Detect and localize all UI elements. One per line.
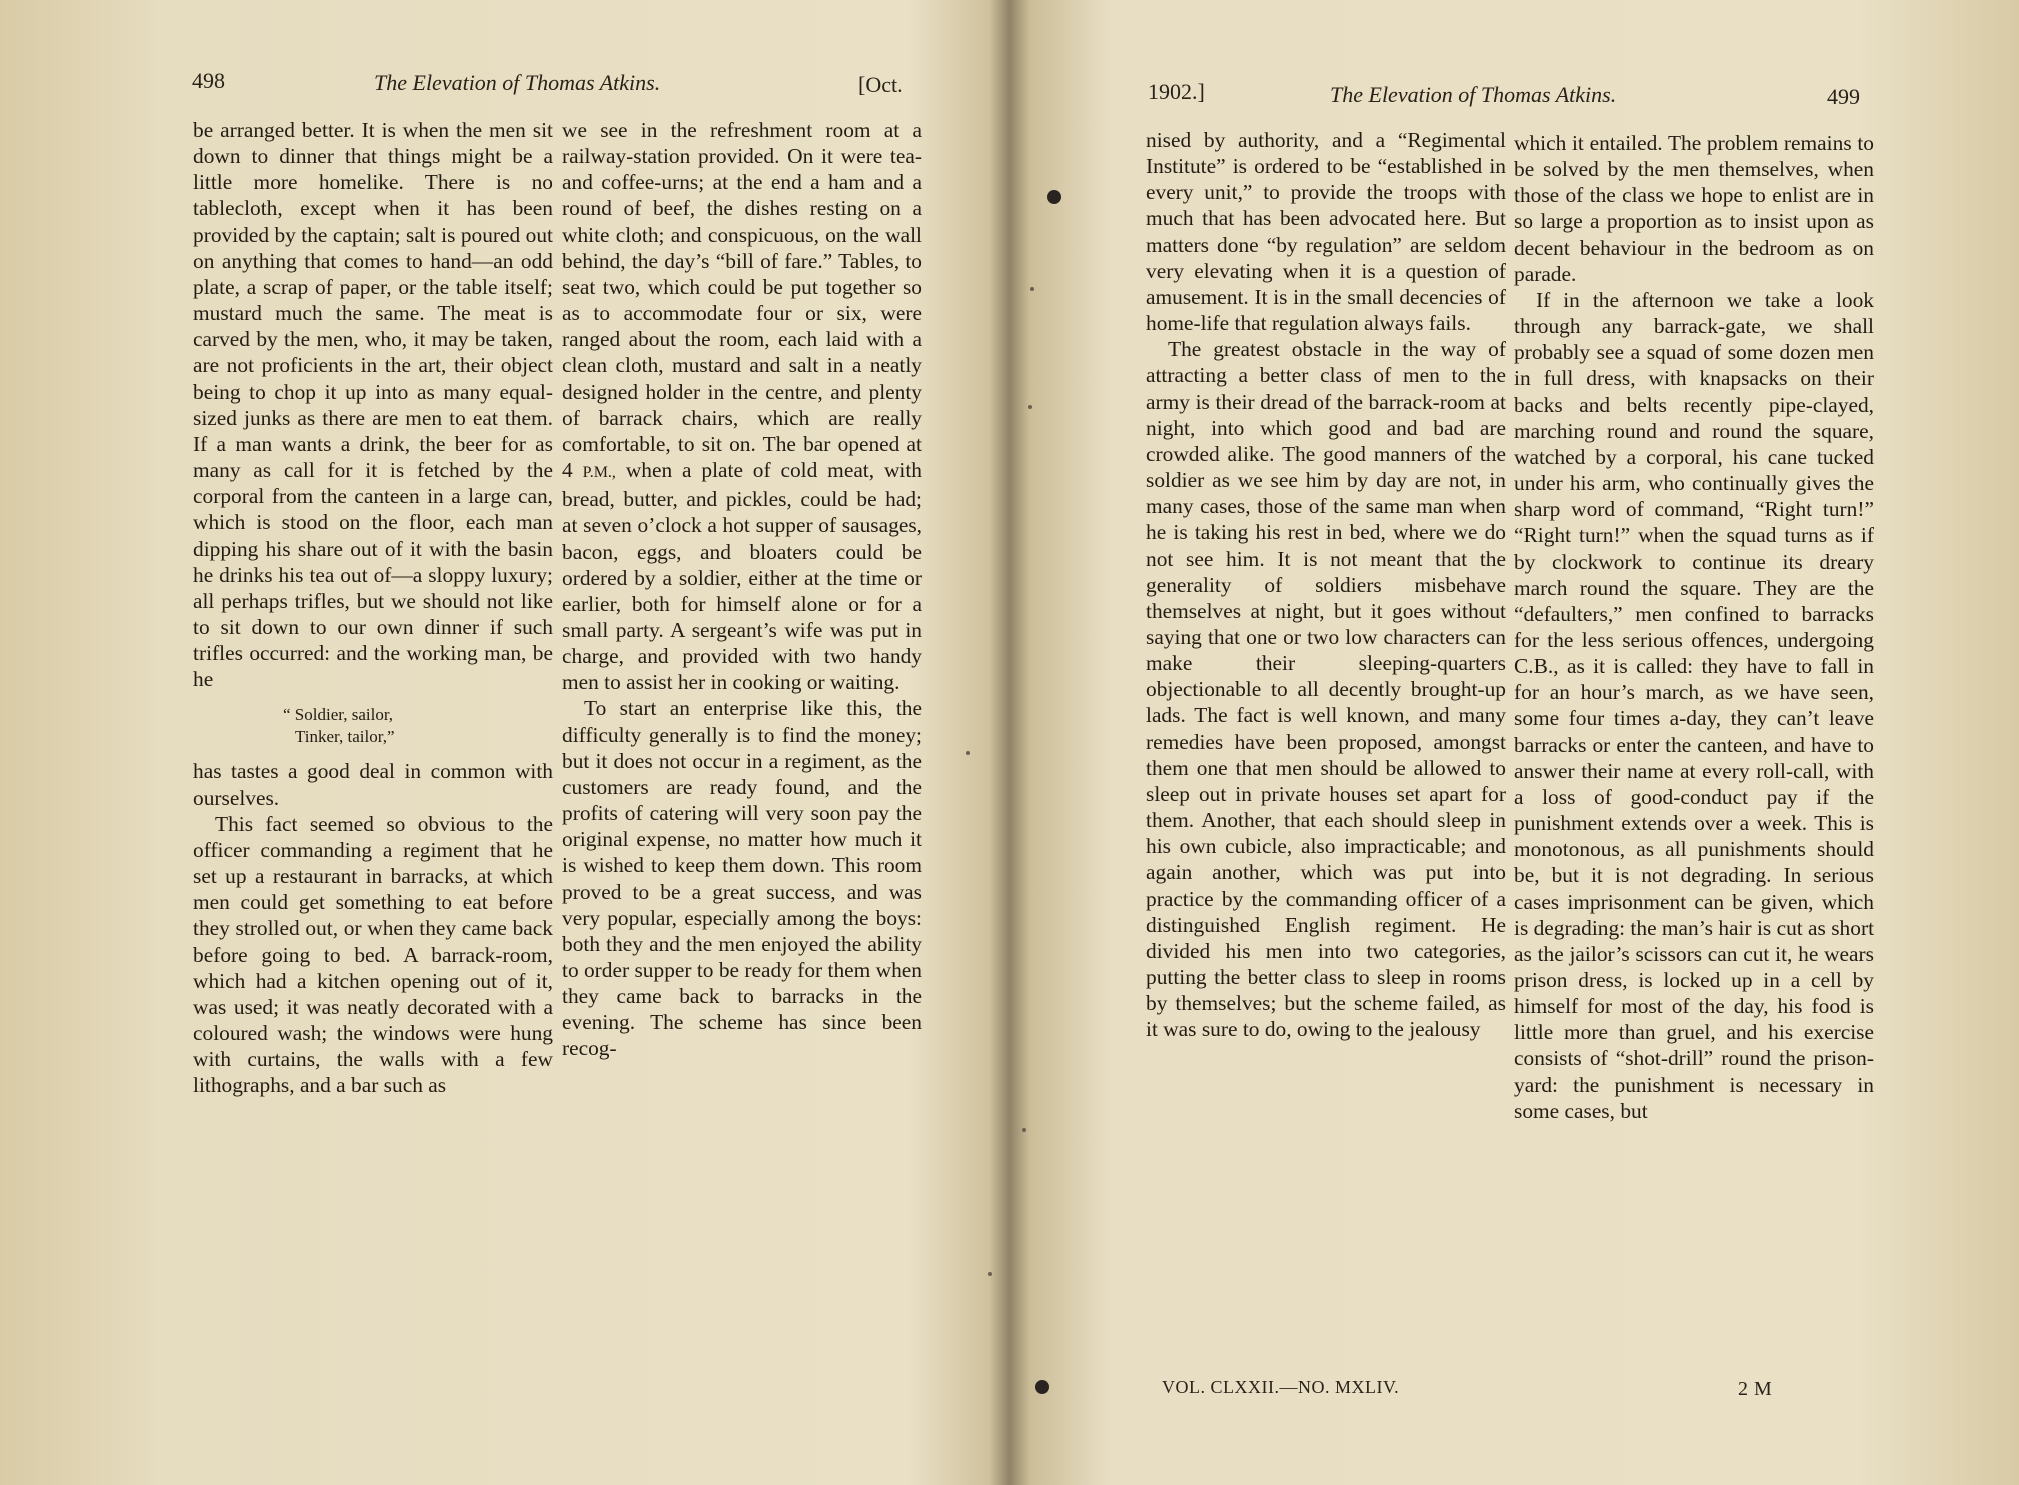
date-mark: [Oct.	[858, 72, 903, 97]
running-title: The Elevation of Thomas Atkins.	[1330, 82, 1617, 107]
verse-line: Tinker, tailor,”	[295, 727, 395, 747]
paragraph: The greatest obstacle in the way of attracting a better class of men to the army is their dread of the barrack-room at night, into which good and bad are crowded alike. The good manners of the soldier as we see him by day are not, in many cases, those of the same man when he is taking his rest in bed, where we do not see him. It is not meant that the generality of soldiers misbehave themselves at night, but it goes without saying that one or two low characters can make their sleeping-quarters objectionable to all decently brought-up lads. The fact is well known, and many remedies have been proposed, amongst them one that men should be allowed to sleep out in private houses set apart for them. Another, that each should sleep in his own cubicle, also impracticable; and again another, which was put into practice by the commanding officer of a distinguished English regiment. He divided his men into two categories, putting the better class to sleep in rooms by themselves; but the scheme failed, as it was sure to do, owing to the jealousy	[1146, 337, 1506, 1042]
signature-mark: 2 M	[1738, 1378, 1773, 1400]
paragraph: has tastes a good deal in common with ourselves.	[193, 759, 553, 810]
paragraph: be arranged better. It is when the men sit down to dinner that things might be a little more homelike. There is no tablecloth, except when it has been provided by the captain; salt is poured out on anything that comes to hand—an odd plate, a scrap of paper, or the table itself; mustard much the same. The meat is carved by the men, who, it may be taken, are not proficients in the art, their object being to chop it up into as many equal-sized junks as there are men to eat them. If a man wants a drink, the beer for as many as call for it is fetched by the corporal from the canteen in a large can, which is stood on the floor, each man dipping his share out of it with the basin he drinks his tea out of—a sloppy luxury; all perhaps trifles, but we should not like to sit down to our own dinner if such trifles occurred: and the working man, be he	[193, 118, 553, 692]
left-page	[0, 0, 1005, 1485]
paper-speck	[1028, 405, 1032, 409]
verse-quote	[193, 704, 553, 748]
paper-speck	[966, 751, 970, 755]
page-number: 499	[1827, 84, 1860, 109]
paragraph-text: when a plate of cold meat, with bread, butter, and pickles, could be had; at seven o’clock a hot supper of sausages, bacon, eggs, and bloaters could be ordered by a soldier, either at the time or earlier, both for himself alone or for a small party. A sergeant’s wife was put in charge, and provided with two handy men to assist her in cooking or waiting.	[562, 458, 922, 695]
volume-footer: VOL. CLXXII.—NO. MXLIV.	[1162, 1377, 1400, 1397]
paragraph: This fact seemed so obvious to the officer commanding a regiment that he set up a restaurant in barracks, at which men could get something to eat before they strolled out, or when they came back before going to bed. A barrack-room, which had a kitchen opening out of it, was used; it was neatly decorated with a coloured wash; the windows were hung with curtains, the walls with a few lithographs, and a bar such as	[193, 811, 553, 1098]
verse-line: “ Soldier, sailor,	[283, 705, 394, 725]
left-page-column-2	[562, 117, 922, 1062]
running-title: The Elevation of Thomas Atkins.	[374, 70, 661, 95]
page-number: 498	[192, 68, 225, 93]
time-abbreviation: P.M.,	[582, 464, 616, 482]
paper-speck	[1022, 1128, 1026, 1132]
date-mark: 1902.]	[1148, 79, 1205, 104]
paragraph: If in the afternoon we take a look through any barrack-gate, we shall probably see a squad of some dozen men in full dress, with knapsacks on their backs and belts recently pipe-clayed, marching round and round the square, watched by a corporal, his cane tucked under his arm, who continually gives the sharp word of command, “Right turn!” “Right turn!” when the squad turns as if by clockwork to continue its dreary march round the square. They are the “defaulters,” men confined to barracks for the less serious offences, undergoing C.B., as it is called: they have to fall in for an hour’s march, as we have seen, some four times a-day, they can’t leave barracks or enter the canteen, and have to answer their name at every roll-call, with a loss of good-conduct pay if the punishment extends over a week. This is monotonous, as all punishments should be, but it is not degrading. In serious cases imprisonment can be given, which is degrading: the man’s hair is cut as short as the jailor’s scissors can cut it, he wears prison dress, is locked up in a cell by himself for most of the day, his food is little more than gruel, and his exercise consists of “shot-drill” round the prison-yard: the punishment is necessary in some cases, but	[1514, 287, 1875, 1123]
paragraph: To start an enterprise like this, the difficulty generally is to find the money; but it does not occur in a regiment, as the customers are ready found, and the profits of catering will very soon pay the original expense, no matter how much it is wished to keep them down. This room proved to be a great success, and was very popular, especially among the boys: both they and the men enjoyed the ability to order supper to be ready for them when they came back to barracks in the evening. The scheme has since been recog-	[562, 696, 922, 1061]
binding-hole	[1035, 1380, 1049, 1394]
paragraph-text: we see in the refreshment room at a railway-station provided. On it were tea- and coffee-urns; at the end a ham and a round of beef, the dishes resting on a white cloth; and conspicuous, on the wall behind, the day’s “bill of fare.” Tables, to seat two, which could be put together so as to accommodate four or six, were ranged about the room, each laid with a clean cloth, mustard and salt in a neatly designed holder in the centre, and plenty of barrack chairs, which are really comfortable, to sit on. The bar opened at 4	[562, 118, 922, 483]
binding-hole	[1047, 190, 1061, 204]
paragraph: which it entailed. The problem remains to be solved by the men themselves, when those of the class we hope to enlist are in so large a proportion as to insist upon as decent behaviour in the bedroom as on parade.	[1514, 131, 1874, 286]
paper-speck	[1030, 287, 1034, 291]
paragraph: nised by authority, and a “Regimental Institute” is ordered to be “established in every unit,” to provide the troops with much that has been advocated here. But matters done “by regulation” are seldom very elevating when it is a question of amusement. It is in the small decencies of home-life that regulation always fails.	[1146, 128, 1506, 336]
left-page-column-1	[193, 117, 553, 1098]
right-page-column-1	[1146, 127, 1506, 1042]
right-page-column-2	[1514, 130, 1874, 1124]
paragraph	[562, 117, 922, 695]
right-page	[1010, 0, 2019, 1485]
paper-speck	[988, 1272, 992, 1276]
